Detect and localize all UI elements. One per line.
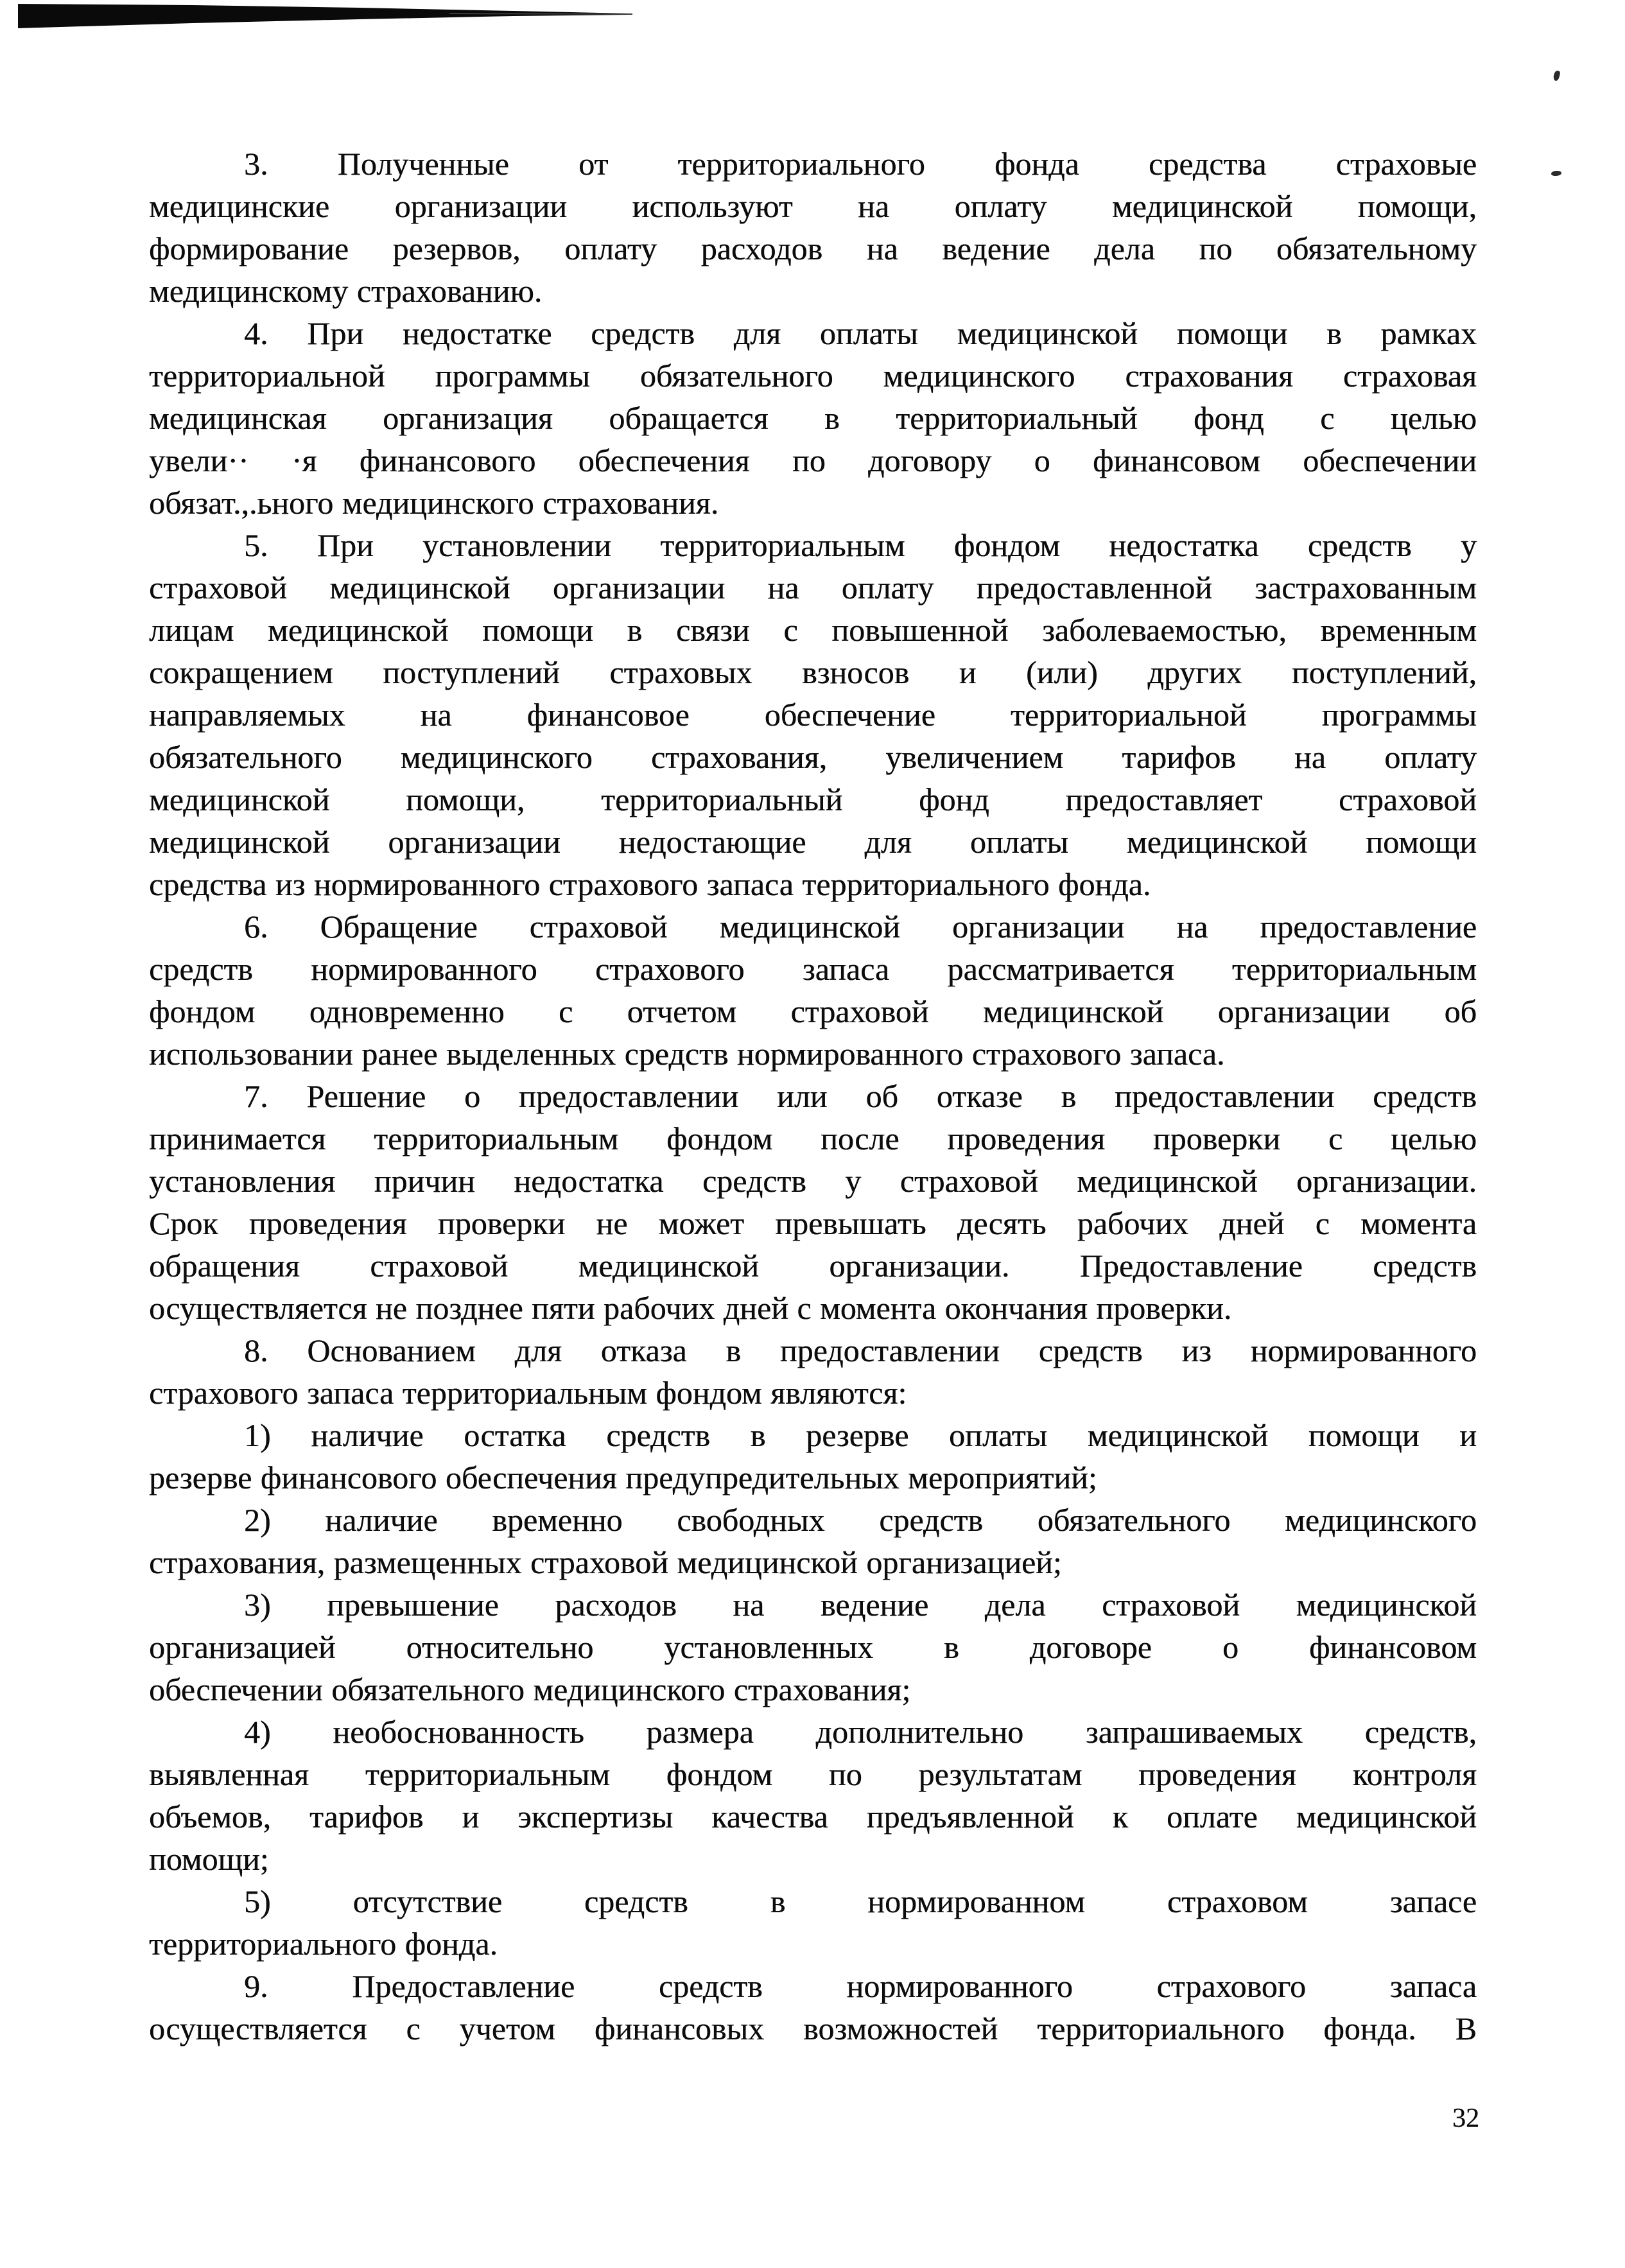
paragraph-7-line-5: обращения страховой медицинской организации. Предоставление средств bbox=[149, 1248, 1477, 1284]
paragraph-7-line-3: установления причин недостатка средств у страховой медицинской организации. bbox=[149, 1163, 1477, 1199]
paragraph-6-line-4: использовании ранее выделенных средств нормированного страхового запаса. bbox=[149, 1036, 1225, 1072]
paragraph-3-line-3: формирование резервов, оплату расходов на ведение дела по обязательному bbox=[149, 231, 1477, 266]
paragraph-5-line-1: 5. При установлении территориальным фондом недостатка средств у bbox=[244, 527, 1477, 563]
paragraph-4-line-1: 4. При недостатке средств для оплаты медицинской помощи в рамках bbox=[244, 315, 1477, 351]
list-item-1-line-2: резерве финансового обеспечения предупредительных мероприятий; bbox=[149, 1460, 1097, 1496]
list-item-3-line-2: организацией относительно установленных в договоре о финансовом bbox=[149, 1629, 1477, 1665]
paragraph-8-line-1: 8. Основанием для отказа в предоставлении средств из нормированного bbox=[244, 1332, 1477, 1368]
list-item-4-line-1: 4) необоснованность размера дополнительно запрашиваемых средств, bbox=[244, 1714, 1477, 1750]
list-item-2-line-2: страхования, размещенных страховой медицинской организацией; bbox=[149, 1544, 1062, 1580]
list-item-5-line-2: территориального фонда. bbox=[149, 1926, 498, 1962]
list-item-4-line-4: помощи; bbox=[149, 1841, 269, 1877]
paragraph-4-line-3: медицинская организация обращается в территориальный фонд с целью bbox=[149, 400, 1477, 436]
scan-speck-icon bbox=[1552, 70, 1561, 82]
paragraph-4-line-4: увели·· ·я финансового обеспечения по договору о финансовом обеспечении bbox=[149, 442, 1477, 478]
paragraph-5-line-2: страховой медицинской организации на оплату предоставленной застрахованным bbox=[149, 570, 1477, 606]
paragraph-5-line-7: медицинской помощи, территориальный фонд предоставляет страховой bbox=[149, 781, 1477, 817]
document-body bbox=[149, 143, 1477, 2050]
scan-speck-icon bbox=[1551, 170, 1562, 177]
paragraph-7-line-2: принимается территориальным фондом после проведения проверки с целью bbox=[149, 1121, 1477, 1156]
paragraph-6-line-2: средств нормированного страхового запаса рассматривается территориальным bbox=[149, 951, 1477, 987]
paragraph-3-line-4: медицинскому страхованию. bbox=[149, 273, 543, 309]
list-item-3-line-1: 3) превышение расходов на ведение дела страховой медицинской bbox=[244, 1587, 1477, 1623]
paragraph-6-line-1: 6. Обращение страховой медицинской организации на предоставление bbox=[244, 909, 1477, 945]
list-item-1-line-1: 1) наличие остатка средств в резерве оплаты медицинской помощи и bbox=[244, 1417, 1477, 1453]
paragraph-7-line-6: осуществляется не позднее пяти рабочих дней с момента окончания проверки. bbox=[149, 1290, 1232, 1326]
paragraph-6-line-3: фондом одновременно с отчетом страховой медицинской организации об bbox=[149, 993, 1477, 1029]
list-item-4-line-3: объемов, тарифов и экспертизы качества предъявленной к оплате медицинской bbox=[149, 1799, 1477, 1835]
paragraph-5-line-9: средства из нормированного страхового запаса территориального фонда. bbox=[149, 866, 1151, 902]
paragraph-9-line-1: 9. Предоставление средств нормированного страхового запаса bbox=[244, 1968, 1477, 2004]
paragraph-5-line-4: сокращением поступлений страховых взносов и (или) других поступлений, bbox=[149, 654, 1477, 690]
paragraph-3-line-1: 3. Полученные от территориального фонда средства страховые bbox=[244, 146, 1477, 182]
scan-smudge-icon bbox=[0, 0, 642, 32]
paragraph-9-line-2: осуществляется с учетом финансовых возможностей территориального фонда. В bbox=[149, 2011, 1477, 2046]
paragraph-5-line-5: направляемых на финансовое обеспечение территориальной программы bbox=[149, 697, 1477, 733]
paragraph-7-line-1: 7. Решение о предоставлении или об отказе в предоставлении средств bbox=[244, 1078, 1477, 1114]
page-number: 32 bbox=[1452, 2104, 1479, 2133]
paragraph-5-line-8: медицинской организации недостающие для оплаты медицинской помощи bbox=[149, 824, 1477, 860]
paragraph-3-line-2: медицинские организации используют на оплату медицинской помощи, bbox=[149, 188, 1477, 224]
list-item-5-line-1: 5) отсутствие средств в нормированном страховом запасе bbox=[244, 1883, 1477, 1919]
paragraph-4-line-2: территориальной программы обязательного медицинского страхования страховая bbox=[149, 358, 1477, 394]
paragraph-4-line-5: обязат.,.ьного медицинского страхования. bbox=[149, 485, 719, 521]
paragraph-5-line-6: обязательного медицинского страхования, увеличением тарифов на оплату bbox=[149, 739, 1477, 775]
list-item-3-line-3: обеспечении обязательного медицинского страхования; bbox=[149, 1671, 911, 1707]
paragraph-5-line-3: лицам медицинской помощи в связи с повышенной заболеваемостью, временным bbox=[149, 612, 1477, 648]
list-item-2-line-1: 2) наличие временно свободных средств обязательного медицинского bbox=[244, 1502, 1477, 1538]
paragraph-7-line-4: Срок проведения проверки не может превышать десять рабочих дней с момента bbox=[149, 1205, 1477, 1241]
paragraph-8-line-2: страхового запаса территориальным фондом являются: bbox=[149, 1375, 907, 1411]
list-item-4-line-2: выявленная территориальным фондом по результатам проведения контроля bbox=[149, 1756, 1477, 1792]
